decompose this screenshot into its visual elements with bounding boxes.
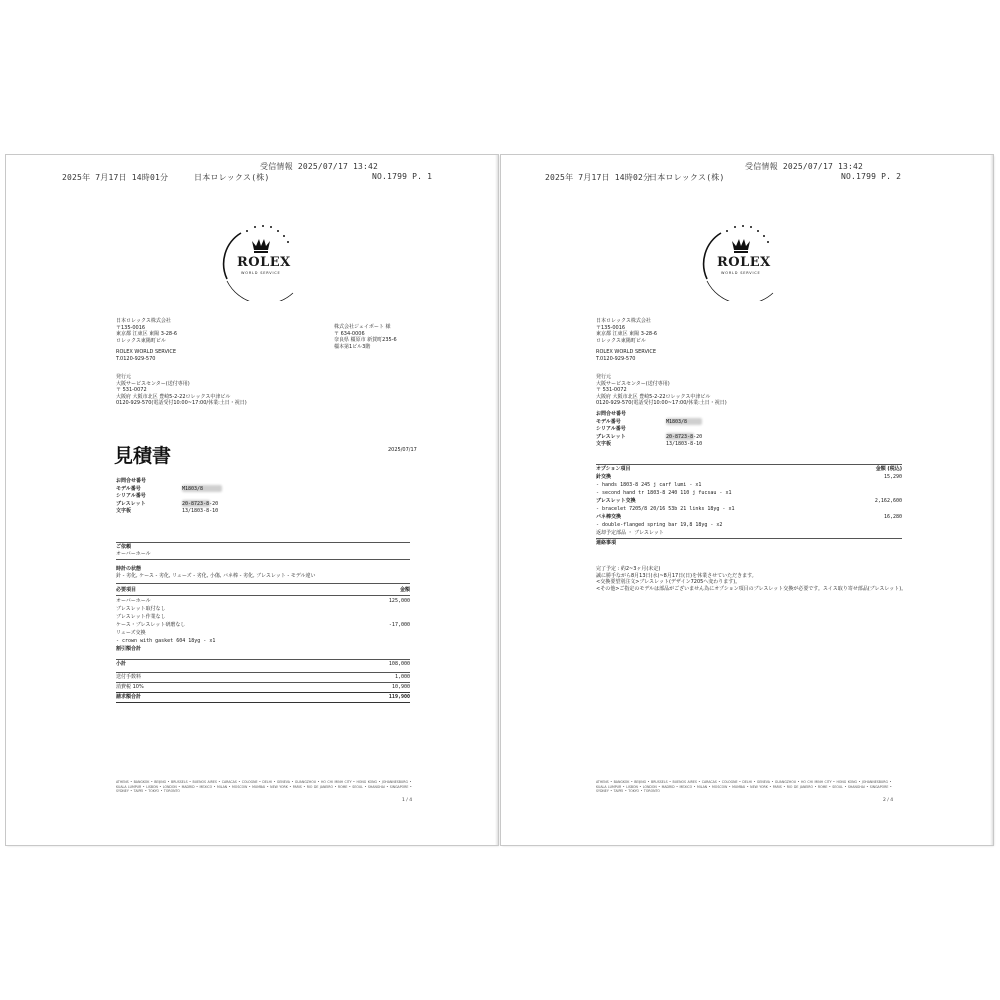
table-row	[596, 538, 902, 548]
issuer-zip: 〒 531-0072	[596, 387, 627, 393]
recipient-address-1: 奈良県 橿原市 新賀町235-6	[334, 337, 397, 343]
info-label: モデル番号	[596, 418, 621, 425]
info-value: M1803/8	[182, 485, 204, 492]
item-label: ケース・ブレスレット研磨なし	[116, 622, 186, 628]
condition-value: 針 - 劣化, ケース - 劣化, リューズ - 劣化, 小傷, バネ棒 - 劣化, ブレスレット - モデル違い	[116, 572, 316, 579]
option-label: - bracelet 7205/8 20/16 53b 21 links 18yg - x1	[596, 506, 735, 512]
request-value: オーバーホール	[116, 550, 151, 557]
table-row	[116, 598, 410, 606]
fax-sent-datetime: 2025年 7月17日 14時02分	[545, 173, 652, 182]
issuer-name: 大阪サービスセンター(送付専用)	[596, 380, 670, 387]
divider	[116, 595, 410, 596]
recipient-zip: 〒 634-0006	[334, 330, 365, 337]
notes-block	[596, 566, 916, 592]
table-row	[596, 482, 902, 490]
info-label: モデル番号	[116, 485, 141, 492]
rolex-logo	[691, 221, 791, 301]
footer-cities: ATHENS • BANGKOK • BEIJING • BRUSSELS • BUENOS AIRES • CARACAS • COLOGNE • DELHI • GENEVA • GUANGZHOU • HO CHI MINH CITY • HONG KONG • JOHANNESBURG • KUALA LUMPUR • LISBON • LONDON • MADRID • MEXICO • MILAN • MOSCOW • MUMBAI • NEW YORK • PARIS • RIO DE JANEIRO • ROME • SEOUL • SHANGHAI • SINGAPORE • SYDNEY • TAIPEI • TOKYO • TORONTO	[596, 780, 892, 793]
issuer-address: 大阪府 大阪市北区 豊崎5-2-22ロレックス中津ビル	[116, 393, 231, 400]
info-row-bracelet	[116, 501, 266, 509]
watch-info-table	[596, 411, 746, 449]
items-header-amount: 金額	[399, 587, 410, 593]
request-block	[116, 544, 151, 557]
logo-sub-text: WORLD SERVICE	[241, 271, 281, 275]
info-label: 文字板	[116, 508, 132, 514]
company-address-1: 東京都 江東区 東陽 3-28-6	[116, 331, 178, 337]
table-row	[596, 522, 902, 530]
company-tel: T.0120-929-570	[596, 355, 636, 362]
info-row-inquiry	[116, 478, 266, 486]
recipient-address-2: 橿本第1ビル3階	[334, 343, 371, 350]
info-row-dial	[116, 508, 266, 516]
table-row	[596, 514, 902, 522]
logo-brand-text: ROLEX	[237, 255, 291, 270]
info-value: 20-8723-8-20	[666, 433, 703, 440]
company-address-block	[596, 318, 657, 362]
total-label: 送付手数料	[116, 674, 142, 680]
option-amount: 15,290	[883, 474, 902, 480]
company-zip: 〒135-0016	[116, 324, 146, 331]
rolex-logo	[211, 221, 311, 301]
items-header	[116, 587, 410, 595]
item-label: - crown with gasket 604 18yg - x1	[116, 638, 216, 644]
option-label: バネ棒交換	[596, 514, 622, 520]
options-header-amount: 金額 (税込)	[875, 466, 902, 472]
table-row	[596, 490, 902, 498]
item-label: ブレスレット取付なし	[116, 606, 166, 612]
info-label: ブレスレット	[596, 433, 626, 440]
company-address-1: 東京都 江東区 東陽 3-28-6	[596, 331, 658, 337]
document-title: 見積書	[114, 445, 172, 467]
option-label: - double-flanged spring bar 19,8 18yg - x2	[596, 522, 723, 528]
option-label: 返却予定部品 ・ ブレスレット	[596, 530, 664, 536]
issuer-block	[596, 374, 727, 407]
total-label: 小計	[116, 661, 127, 667]
info-value: 13/1803-8-10	[666, 441, 703, 447]
divider	[116, 542, 410, 543]
option-amount: 16,280	[883, 514, 902, 520]
options-header	[596, 466, 902, 474]
company-service: ROLEX WORLD SERVICE	[116, 349, 177, 355]
option-label: 連絡事項	[596, 540, 617, 546]
company-address-2: ロレックス東陽町ビル	[116, 337, 166, 344]
page-number: 1 / 4	[402, 798, 413, 803]
table-row	[116, 622, 410, 630]
table-row	[116, 630, 410, 638]
item-label: ブレスレット作業なし	[116, 614, 166, 620]
option-label: ブレスレット交換	[596, 498, 636, 504]
divider	[596, 464, 902, 465]
quote-page-1	[6, 155, 498, 845]
company-name: 日本ロレックス株式会社	[116, 318, 171, 324]
issuer-label: 発行元	[116, 374, 132, 380]
logo-brand-text: ROLEX	[717, 255, 771, 270]
table-row	[116, 614, 410, 622]
info-value: M1803/8	[666, 418, 688, 425]
quote-page-2	[501, 155, 993, 845]
company-tel: T.0120-929-570	[116, 355, 156, 362]
info-label: お問合せ番号	[116, 478, 147, 484]
required-items-table	[116, 587, 410, 703]
item-label: リューズ交換	[116, 630, 146, 636]
issuer-address: 大阪府 大阪市北区 豊崎5-2-22ロレックス中津ビル	[596, 393, 711, 400]
fax-page-number: NO.1799 P. 2	[841, 172, 902, 181]
info-label: お問合せ番号	[596, 411, 627, 417]
grand-total-row	[116, 692, 410, 703]
page-number: 2 / 4	[883, 798, 894, 803]
company-address-2: ロレックス東陽町ビル	[596, 337, 646, 344]
info-row-serial	[116, 493, 266, 501]
request-label: ご依頼	[116, 544, 132, 550]
issuer-label: 発行元	[596, 374, 612, 380]
grand-total-amount: 119,900	[388, 694, 410, 700]
issuer-block	[116, 374, 247, 407]
tax-row	[116, 682, 410, 692]
info-value: 13/1803-8-10	[182, 508, 219, 514]
grand-total-label: 請求額合計	[116, 694, 142, 700]
info-row-bracelet	[596, 434, 746, 442]
info-label: シリアル番号	[116, 493, 146, 499]
item-label: 割引額合計	[116, 646, 142, 652]
info-label: ブレスレット	[116, 500, 146, 507]
total-label: 消費税 10%	[116, 684, 144, 690]
info-row-model	[116, 486, 266, 494]
items-header-label: 必要項目	[116, 587, 137, 593]
company-service: ROLEX WORLD SERVICE	[596, 349, 657, 355]
condition-block	[116, 566, 316, 579]
issuer-hours: 0120-929-570(電話受付10:00~17:00/休業:土日・祝日)	[116, 400, 247, 406]
info-label: 文字板	[596, 441, 612, 447]
subtotal-row	[116, 659, 410, 669]
note-line: 完了予定 : 約2~3ヶ月(未定)	[596, 566, 661, 572]
fax-sender: 日本ロレックス(株)	[194, 173, 270, 182]
info-value: 20-8723-8-20	[182, 500, 219, 507]
options-table	[596, 464, 902, 548]
fax-sender: 日本ロレックス(株)	[649, 173, 725, 182]
note-line: 誠に勝手ながら8月13日(水)~8月17日(日)を休業させていただきます。	[596, 572, 757, 579]
item-amount: -17,000	[388, 622, 410, 628]
info-row-inquiry	[596, 411, 746, 419]
info-row-model	[596, 419, 746, 427]
table-row	[596, 474, 902, 482]
shipping-row	[116, 672, 410, 682]
table-row	[116, 638, 410, 646]
fax-page-number: NO.1799 P. 1	[372, 172, 433, 181]
fax-received-info: 受信情報 2025/07/17 13:42	[745, 162, 864, 171]
options-header-label: オプション項目	[596, 466, 631, 472]
option-amount: 2,162,600	[874, 498, 902, 504]
table-row	[596, 498, 902, 506]
fax-received-info: 受信情報 2025/07/17 13:42	[260, 162, 379, 171]
table-row	[596, 506, 902, 514]
table-row	[596, 530, 902, 538]
note-line: <その他>ご指定のモデルは部品がございません為にオプション項目のブレスレット交換が必要です。スイス取り寄せ部品(ブレスレット)。	[596, 585, 907, 592]
info-row-dial	[596, 441, 746, 449]
info-label: シリアル番号	[596, 426, 626, 432]
fax-sent-datetime: 2025年 7月17日 14時01分	[62, 173, 169, 182]
info-row-serial	[596, 426, 746, 434]
option-label: 針交換	[596, 474, 612, 480]
divider	[116, 583, 410, 584]
recipient-name: 株式会社ジェイボート 様	[334, 324, 391, 330]
note-line: <交換要望別注文>ブレスレット(デザイン7205へ変わります)。	[596, 579, 741, 585]
divider	[116, 559, 410, 560]
option-label: - hands 1803-8 245 j carf lumi - x1	[596, 482, 702, 488]
document-date: 2025/07/17	[388, 447, 417, 453]
watch-info-table	[116, 478, 266, 516]
condition-label: 時計の状態	[116, 566, 142, 572]
issuer-name: 大阪サービスセンター(送付専用)	[116, 380, 190, 387]
table-row	[116, 646, 410, 654]
page-edge-shadow	[990, 155, 993, 845]
logo-sub-text: WORLD SERVICE	[721, 271, 761, 275]
issuer-zip: 〒 531-0072	[116, 387, 147, 393]
total-amount: 10,900	[391, 684, 410, 690]
item-amount: 125,000	[388, 598, 410, 604]
footer-cities: ATHENS • BANGKOK • BEIJING • BRUSSELS • BUENOS AIRES • CARACAS • COLOGNE • DELHI • GENEVA • GUANGZHOU • HO CHI MINH CITY • HONG KONG • JOHANNESBURG • KUALA LUMPUR • LISBON • LONDON • MADRID • MEXICO • MILAN • MOSCOW • MUMBAI • NEW YORK • PARIS • RIO DE JANEIRO • ROME • SEOUL • SHANGHAI • SINGAPORE • SYDNEY • TAIPEI • TOKYO • TORONTO	[116, 780, 412, 793]
option-label: - second hand tr 1803-8 240 110 j fucsau - x1	[596, 490, 732, 496]
page-edge-shadow	[495, 155, 498, 845]
company-zip: 〒135-0016	[596, 324, 626, 331]
recipient-block	[334, 324, 397, 350]
issuer-hours: 0120-929-570(電話受付10:00~17:00/休業:土日・祝日)	[596, 400, 727, 406]
table-row	[116, 606, 410, 614]
item-label: オーバーホール	[116, 598, 151, 604]
company-address-block	[116, 318, 177, 362]
company-name: 日本ロレックス株式会社	[596, 318, 651, 324]
total-amount: 108,000	[388, 661, 410, 667]
total-amount: 1,000	[394, 674, 410, 680]
